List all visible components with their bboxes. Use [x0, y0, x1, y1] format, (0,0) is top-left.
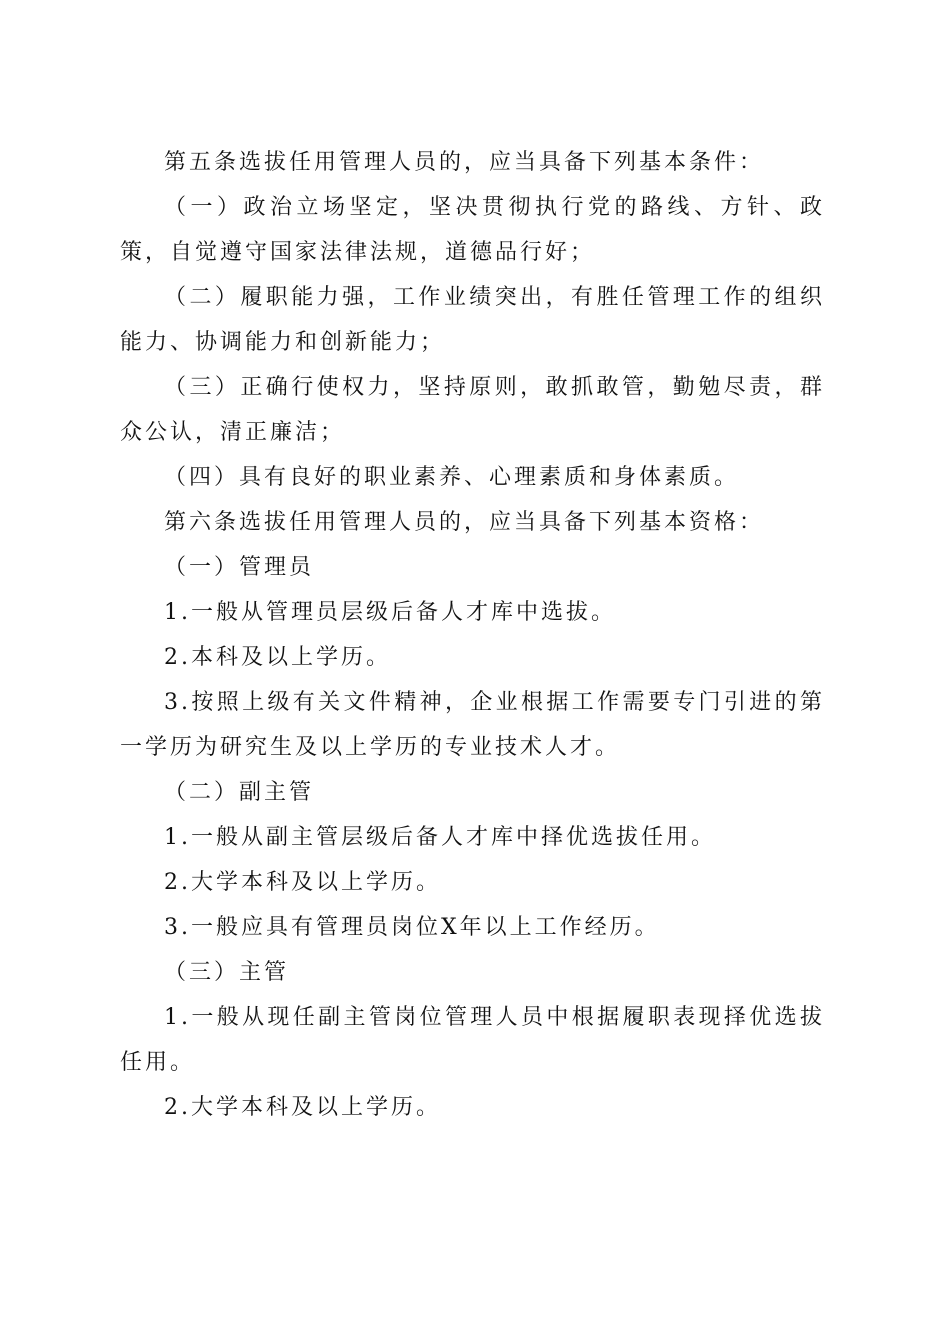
- administrator-item-3: 3.按照上级有关文件精神，企业根据工作需要专门引进的第一学历为研究生及以上学历的专业技术人才。: [120, 690, 825, 760]
- administrator-item-2: 2.本科及以上学历。: [164, 645, 391, 670]
- section-administrator-heading: （一）管理员: [164, 555, 315, 580]
- administrator-item-1: 1.一般从管理员层级后备人才库中选拔。: [164, 600, 616, 625]
- supervisor-item-2: 2.大学本科及以上学历。: [164, 1095, 441, 1120]
- deputy-supervisor-item-3: 3.一般应具有管理员岗位X年以上工作经历。: [164, 915, 660, 940]
- section-deputy-supervisor-heading: （二）副主管: [164, 780, 315, 805]
- condition-3: （三）正确行使权力，坚持原则，敢抓敢管，勤勉尽责，群众公认，清正廉洁；: [120, 375, 825, 445]
- section-supervisor-heading: （三）主管: [164, 960, 290, 985]
- article-6-heading: 第六条选拔任用管理人员的，应当具备下列基本资格：: [164, 510, 765, 535]
- article-5-heading: 第五条选拔任用管理人员的，应当具备下列基本条件：: [164, 150, 765, 175]
- condition-2: （二）履职能力强，工作业绩突出，有胜任管理工作的组织能力、协调能力和创新能力；: [120, 285, 825, 355]
- condition-1: （一）政治立场坚定，坚决贯彻执行党的路线、方针、政策，自觉遵守国家法律法规，道德品行好；: [120, 195, 825, 265]
- deputy-supervisor-item-1: 1.一般从副主管层级后备人才库中择优选拔任用。: [164, 825, 716, 850]
- supervisor-item-1: 1.一般从现任副主管岗位管理人员中根据履职表现择优选拔任用。: [120, 1005, 825, 1075]
- condition-4: （四）具有良好的职业素养、心理素质和身体素质。: [164, 465, 740, 490]
- deputy-supervisor-item-2: 2.大学本科及以上学历。: [164, 870, 441, 895]
